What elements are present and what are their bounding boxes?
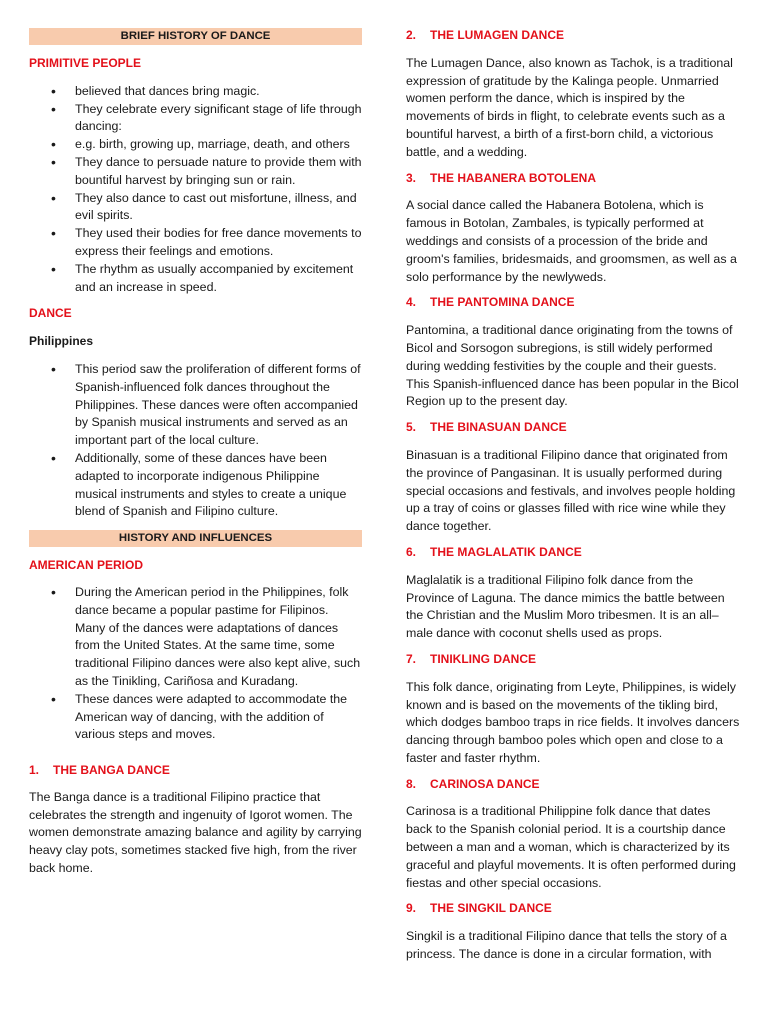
banga-paragraph: The Banga dance is a traditional Filipino practice that celebrates the strength and ingenuity of Igorot women. The women demonstrate amazing balance and agility by carrying heavy clay pots, sometimes stacked five high, from the river back home. xyxy=(29,789,362,876)
heading-text: THE PANTOMINA DANCE xyxy=(430,295,575,310)
list-item: • e.g. birth, growing up, marriage, death, and others xyxy=(75,136,362,154)
section-band-history-influences: HISTORY AND INFLUENCES xyxy=(29,530,362,547)
heading-dance: DANCE xyxy=(29,306,72,321)
right-column xyxy=(406,27,740,964)
list-item: • They used their bodies for free dance movements to express their feelings and emotions. xyxy=(75,225,362,261)
heading-text: THE LUMAGEN DANCE xyxy=(430,28,564,42)
heading-text: THE HABANERA BOTOLENA xyxy=(430,170,597,185)
list-item: • This period saw the proliferation of different forms of Spanish-influenced folk dances throughout the Philippines. These dances were often accompanied by Spanish musical instruments and served as an important part of the local culture. xyxy=(75,361,362,450)
heading-number: 8. xyxy=(406,776,417,791)
dance-entry xyxy=(406,776,740,893)
heading-text: THE BINASUAN DANCE xyxy=(430,420,567,435)
list-item: • They also dance to cast out misfortune, illness, and evil spirits. xyxy=(75,190,362,226)
list-item: • They dance to persuade nature to provide them with bountiful harvest by bringing sun or rain. xyxy=(75,154,362,190)
dance-entry xyxy=(406,294,740,411)
heading-text: THE SINGKIL DANCE xyxy=(430,901,552,916)
dance-entry xyxy=(406,651,740,768)
dance-heading xyxy=(406,900,740,918)
heading-number: 1. xyxy=(29,763,40,778)
dance-paragraph: Singkil is a traditional Filipino dance that tells the story of a princess. The dance is done in a circular formation, with xyxy=(406,929,727,962)
list-item: • The rhythm as usually accompanied by excitement and an increase in speed. xyxy=(75,261,362,297)
dance-paragraph: A social dance called the Habanera Botolena, which is famous in Botolan, Zambales, is typically performed at weddings and consists of a procession of the bride and groom's families, bridesmaids, and groomsmen, as well as a solo performance by the newlyweds. xyxy=(406,198,737,284)
dance-paragraph: This folk dance, originating from Leyte, Philippines, is widely known and is based on the movements of the tikling bird, which dodges bamboo traps in rice fields. It involves dancers dancing through bamboo poles which open and close to a faster and faster rhythm. xyxy=(406,679,740,765)
heading-primitive-people: PRIMITIVE PEOPLE xyxy=(29,56,142,70)
list-item: • believed that dances bring magic. xyxy=(75,83,362,101)
heading-text: THE MAGLALATIK DANCE xyxy=(430,544,582,559)
heading-number: 6. xyxy=(406,544,417,559)
heading-number: 2. xyxy=(406,28,417,42)
dance-entry xyxy=(406,419,740,536)
dance-entry xyxy=(406,27,740,162)
list-item: • During the American period in the Philippines, folk dance became a popular pastime for Filipinos. Many of the dances were adaptations of dances from the United States. At the same time, some traditional Filipino dances were also kept alive, such as the Tinikling, Cariñosa and Kuradang. xyxy=(75,584,362,691)
american-bullet-list xyxy=(29,584,362,744)
dance-entry xyxy=(406,900,740,963)
list-item: • These dances were adapted to accommodate the American way of dancing, with the addition of various steps and moves. xyxy=(75,691,362,744)
dance-paragraph: The Lumagen Dance, also known as Tachok, is a traditional expression of gratitude by the Kalinga people. Unmarried women perform the dance, which is inspired by the movements of birds in flight, to celebrate events such as a bountiful harvest, a birth of a first-born child, a victorious battle, and a wedding. xyxy=(406,55,733,159)
list-item: • Additionally, some of these dances have been adapted to incorporate indigenous Philippine musical instruments and styles to create a unique blend of Spanish and Filipino culture. xyxy=(75,450,362,521)
dance-heading xyxy=(406,776,740,794)
philippines-bullet-list xyxy=(29,361,362,521)
section-band-brief-history: BRIEF HISTORY OF DANCE xyxy=(29,28,362,45)
dance-paragraph: Carinosa is a traditional Philippine folk dance that dates back to the Spanish colonial period. It is a courtship dance between a man and a woman, which is characterized by its graceful and playful movements. It is often performed during fiestas and other special occasions. xyxy=(406,804,736,890)
dance-heading xyxy=(406,294,740,312)
heading-number: 5. xyxy=(406,420,417,435)
dance-heading xyxy=(406,651,740,669)
dance-heading xyxy=(406,27,740,45)
heading-number: 9. xyxy=(406,901,417,916)
dance-paragraph: Maglalatik is a traditional Filipino folk dance from the Province of Laguna. The dance mimics the battle between the Christian and the Muslim Moro tribesmen. It is an all–male dance with coconut shells used as props. xyxy=(406,572,725,641)
dance-heading xyxy=(406,544,740,562)
dance-entry xyxy=(406,544,740,643)
dance-entry xyxy=(406,170,740,287)
heading-number: 3. xyxy=(406,170,417,185)
dance-heading xyxy=(406,419,740,437)
dance-paragraph: Pantomina, a traditional dance originating from the towns of Bicol and Sorsogon subregions, is still widely performed during wedding festivities by the couple and their guests. This Spanish-influenced dance has been popular in the Bicol Region up to the present day. xyxy=(406,323,739,409)
heading-american-period: AMERICAN PERIOD xyxy=(29,558,144,573)
heading-number: 4. xyxy=(406,295,417,310)
heading-number: 7. xyxy=(406,651,417,666)
left-column xyxy=(29,24,362,878)
heading-text: THE BANGA DANCE xyxy=(53,763,170,778)
dance-heading xyxy=(406,170,740,188)
heading-text: TINIKLING DANCE xyxy=(430,651,536,666)
heading-text: CARINOSA DANCE xyxy=(430,776,540,791)
primitive-bullet-list xyxy=(29,83,362,297)
heading-banga-dance xyxy=(29,762,362,780)
heading-philippines: Philippines xyxy=(29,334,94,349)
dance-paragraph: Binasuan is a traditional Filipino dance that originated from the province of Pangasinan. It is usually performed during special occasions and festivals, and involves people holding up a tray of coins or glasses filled with rice wine while they dance together. xyxy=(406,447,736,534)
list-item: • They celebrate every significant stage of life through dancing: xyxy=(75,101,362,137)
